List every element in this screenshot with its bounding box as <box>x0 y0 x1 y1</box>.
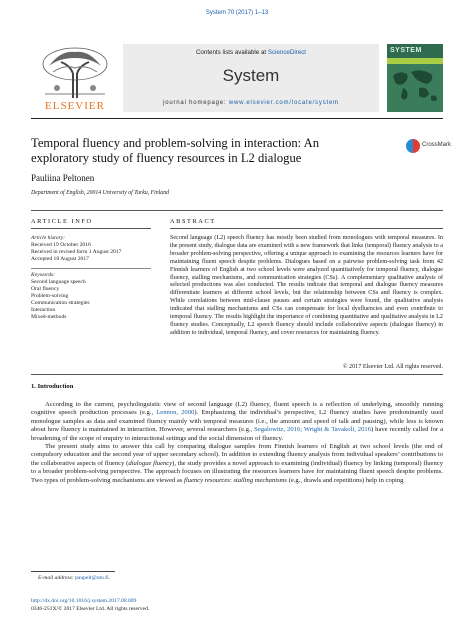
elsevier-wordmark: ELSEVIER <box>45 100 105 112</box>
history-item: Accepted 18 August 2017 <box>31 256 89 262</box>
abstract-text: Second language (L2) speech fluency has mostly been studied from monologues with temporal measures. In the present study, dialogue data are examined with a new framework that links (temporal) fluency analysis to a broader problem-solving perspective, offering a unique approach to examining the resources learners have for maintaining fluent speech despite problems. Dialogues based on a pairwise problem-solving task from 42 Finnish learners of English at two school levels were analyzed quantitatively for temporal fluency, dialogue fluency, stalling mechanisms, and communication strategies (CSs). A complementary qualitative analysis of selected productions was also conducted. The results indicate that temporal and dialogue fluency measures differentiate learners at different school levels, but the relationship between CSs and fluency is complex. While correlations between mid-clause pauses and certain strategies were found, the qualitative analysis indicated that stalling mechanisms and CSs can compensate for local dysfluencies and even contribute to temporal fluency. The results highlight the importance of combining quantitative and qualitative analysis in L2 fluency studies. Conceptually, L2 speech fluency should include collaborative aspects (dialogue fluency) in addition to individual, temporal fluency, and cover resources for maintaining fluency. <box>170 235 443 336</box>
intro-text: ) have recently called for a broadening of the scope of enquiry to interactional settings and the social dimension of fluency. <box>31 426 443 442</box>
journal-reference[interactable]: System 70 (2017) 1–13 <box>205 10 269 16</box>
keywords-rule <box>31 268 151 269</box>
intro-text: (e.g., drawls and repetitions) help in coping <box>287 476 404 484</box>
journal-cover-image[interactable] <box>387 44 443 112</box>
doi-link[interactable]: http://dx.doi.org/10.1016/j.system.2017.08.009 <box>31 598 137 604</box>
abstract-heading: ABSTRACT <box>170 218 216 225</box>
intro-paragraph <box>31 443 443 485</box>
article-info-panel <box>31 235 136 321</box>
journal-homepage-link[interactable]: www.elsevier.com/locate/system <box>228 100 339 106</box>
article-info-rule <box>31 228 151 229</box>
abstract-rule <box>170 228 443 229</box>
homepage-prefix: journal homepage: <box>163 100 229 106</box>
author-name[interactable]: Pauliina Peltonen <box>31 173 95 183</box>
intro-text: ), the study provides a novel approach to examining (individual) fluency by linking (temporal) fluency to a broader problem-solving perspective. The approach focuses on illustrating the resources learners have for maintaining fluent speech despite problems. Two types of problem-solving mechanisms are viewed as <box>31 459 443 484</box>
title-block-rule <box>31 210 443 211</box>
masthead-rule <box>31 118 443 119</box>
keyword-item: Interaction <box>31 307 56 313</box>
intro-text: The present study aims to answer this call by comparing dialogue samples from Finnish learners of English at two school levels (the end of compulsory education and the second year of upper secondary school). In addition to extending fluency analysis from individual speakers’ contributions to the collaborative aspects of fluency ( <box>31 443 443 467</box>
author-email-footnote <box>38 575 110 581</box>
elsevier-logo[interactable] <box>31 44 119 112</box>
keyword-item: Problem-solving <box>31 293 69 299</box>
intro-italic-term: stalling mechanisms <box>233 476 287 484</box>
history-item: Received in revised form 1 August 2017 <box>31 249 122 255</box>
email-suffix: . <box>108 575 111 581</box>
article-info-heading: ARTICLE INFO <box>31 218 93 225</box>
keyword-item: Oral fluency <box>31 286 60 292</box>
intro-paragraph <box>31 401 443 443</box>
keywords-label: Keywords: <box>31 272 56 278</box>
citation-link[interactable]: Lennon, 2000 <box>156 409 195 417</box>
issn-copyright: 0346-251X/© 2017 Elsevier Ltd. All rights reserved. <box>31 606 150 612</box>
intro-italic-term: dialogue fluency <box>128 459 173 467</box>
introduction-body <box>31 401 443 485</box>
intro-text: ). Emphasizing the individual’s perspective, L2 fluency studies have predominantly used monologue samples as data and examined fluency mainly with temporal measures (i.e., the amount and speed of talk and pausing), while less is known about how fluency is maintained in interaction. However, several researchers (e.g., <box>31 409 443 434</box>
masthead-center <box>123 44 379 112</box>
cover-title: SYSTEM <box>390 47 422 54</box>
crossmark-label: CrossMark <box>422 142 452 148</box>
intro-text: According to the current, psycholinguistic view of second language (L2) fluency, fluent speech is a reflection of underlying, smoothly running cognitive speech production processes (e.g., <box>31 401 443 417</box>
crossmark-button[interactable] <box>406 139 452 163</box>
intro-italic-term: fluency resources <box>184 476 230 484</box>
introduction-heading: 1. Introduction <box>31 383 74 390</box>
journal-masthead <box>31 44 443 112</box>
email-label: E-mail address: <box>38 575 76 581</box>
author-affiliation: Department of English, 20014 University of Turku, Finland <box>31 190 169 196</box>
journal-name: System <box>222 66 280 85</box>
elsevier-tree-icon <box>31 44 119 100</box>
journal-homepage-line <box>123 100 379 106</box>
keyword-item: Second language speech <box>31 279 86 285</box>
sciencedirect-link[interactable]: ScienceDirect <box>267 49 307 56</box>
crossmark-icon <box>406 139 420 153</box>
author-email-link[interactable]: paupelt@utu.fi <box>75 575 109 581</box>
citation-link[interactable]: Segalowitz, 2016; Wright & Tavakoli, 2016 <box>254 426 371 434</box>
history-item: Received 19 October 2016 <box>31 242 91 248</box>
footnote-rule <box>31 571 115 572</box>
article-history-label: Article history: <box>31 235 66 241</box>
contents-available-line <box>123 49 379 56</box>
abstract-copyright: © 2017 Elsevier Ltd. All rights reserved. <box>342 364 443 370</box>
world-map-icon <box>387 64 443 112</box>
intro-text: : <box>229 476 234 484</box>
abstract-end-rule <box>31 374 443 375</box>
keyword-item: Communication strategies <box>31 300 90 306</box>
contents-prefix: Contents lists available at <box>195 49 268 56</box>
article-title: Temporal fluency and problem-solving in interaction: An exploratory study of fluency resources in L2 dialogue <box>31 136 320 165</box>
keyword-item: Mixed-methods <box>31 314 67 320</box>
